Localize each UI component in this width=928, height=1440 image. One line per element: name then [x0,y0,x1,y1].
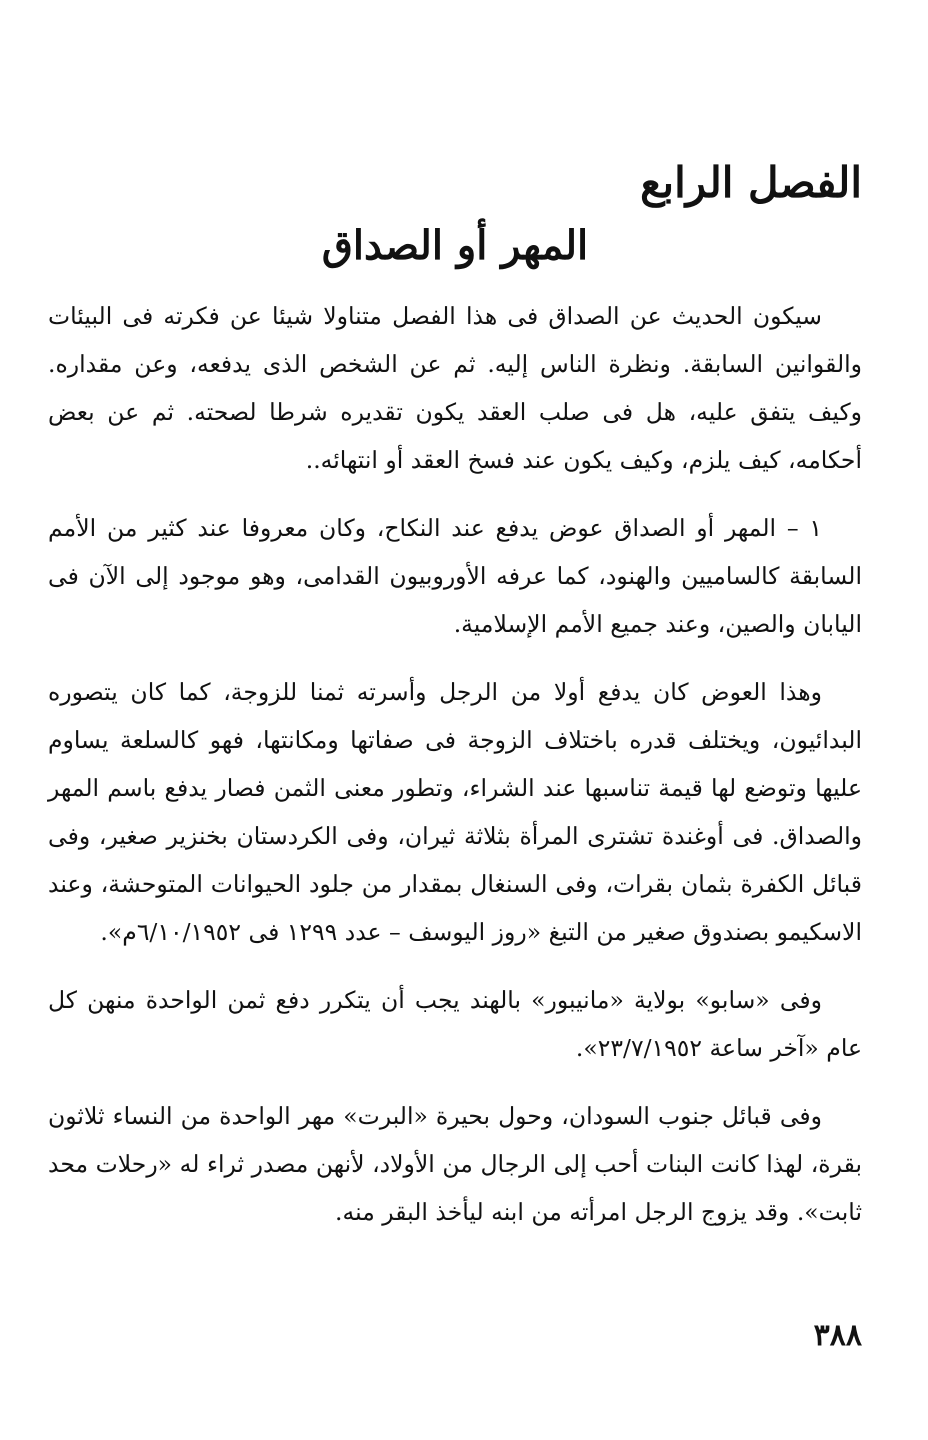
book-page [48,0,862,1440]
paragraph-2-price: وهذا العوض كان يدفع أولا من الرجل وأسرته ثمنا للزوجة، كما كان يتصوره البدائيون، ويختلف قدره باختلاف الزوجة فى صفاتها ومكانتها، فهو كالسلعة يساوم عليها وتوضع لها قيمة تناسبها عند الشراء، وتطور معنى الثمن فصار يدفع باسم المهر والصداق. فى أوغندة تشترى المرأة بثلاثة ثيران، وفى الكردستان بخنزير صغير، وفى قبائل الكفرة بثمان بقرات، وفى السنغال بمقدار من جلود الحيوانات المتوحشة، وعند الاسكيمو بصندوق صغير من التبغ «روز اليوسف – عدد ١٢٩٩ فى ٦/١٠/١٩٥٢م». [48,678,862,946]
paragraph-3-sabo: وفى «سابو» بولاية «مانيبور» بالهند يجب أن يتكرر دفع ثمن الواحدة منهن كل عام «آخر ساعة ٢٣/٧/١٩٥٢». [48,986,862,1062]
section-title: المهر أو الصداق [321,222,589,269]
chapter-title: الفصل الرابع [640,158,862,207]
page-number: ٣٨٨ [813,1318,862,1353]
paragraph-4-sudan: وفى قبائل جنوب السودان، وحول بحيرة «البرت» مهر الواحدة من النساء ثلاثون بقرة، لهذا كانت البنات أحب إلى الرجال من الأولاد، لأنهن مصدر ثراء له «رحلات محد ثابت». وقد يزوج الرجل امرأته من ابنه ليأخذ البقر منه. [48,1102,862,1226]
body-text [48,292,862,1256]
paragraph-1-definition: ١ – المهر أو الصداق عوض يدفع عند النكاح، وكان معروفا عند كثير من الأمم السابقة كالساميين والهنود، كما عرفه الأوروبيون القدامى، وهو موجود إلى الآن فى اليابان والصين، وعند جميع الأمم الإسلامية. [48,514,862,638]
paragraph-intro: سيكون الحديث عن الصداق فى هذا الفصل متناولا شيئا عن فكرته فى البيئات والقوانين السابقة. ونظرة الناس إليه. ثم عن الشخص الذى يدفعه، وعن مقداره. وكيف يتفق عليه، هل فى صلب العقد يكون تقديره شرطا لصحته. ثم عن بعض أحكامه، كيف يلزم، وكيف يكون عند فسخ العقد أو انتهائه.. [48,302,862,474]
